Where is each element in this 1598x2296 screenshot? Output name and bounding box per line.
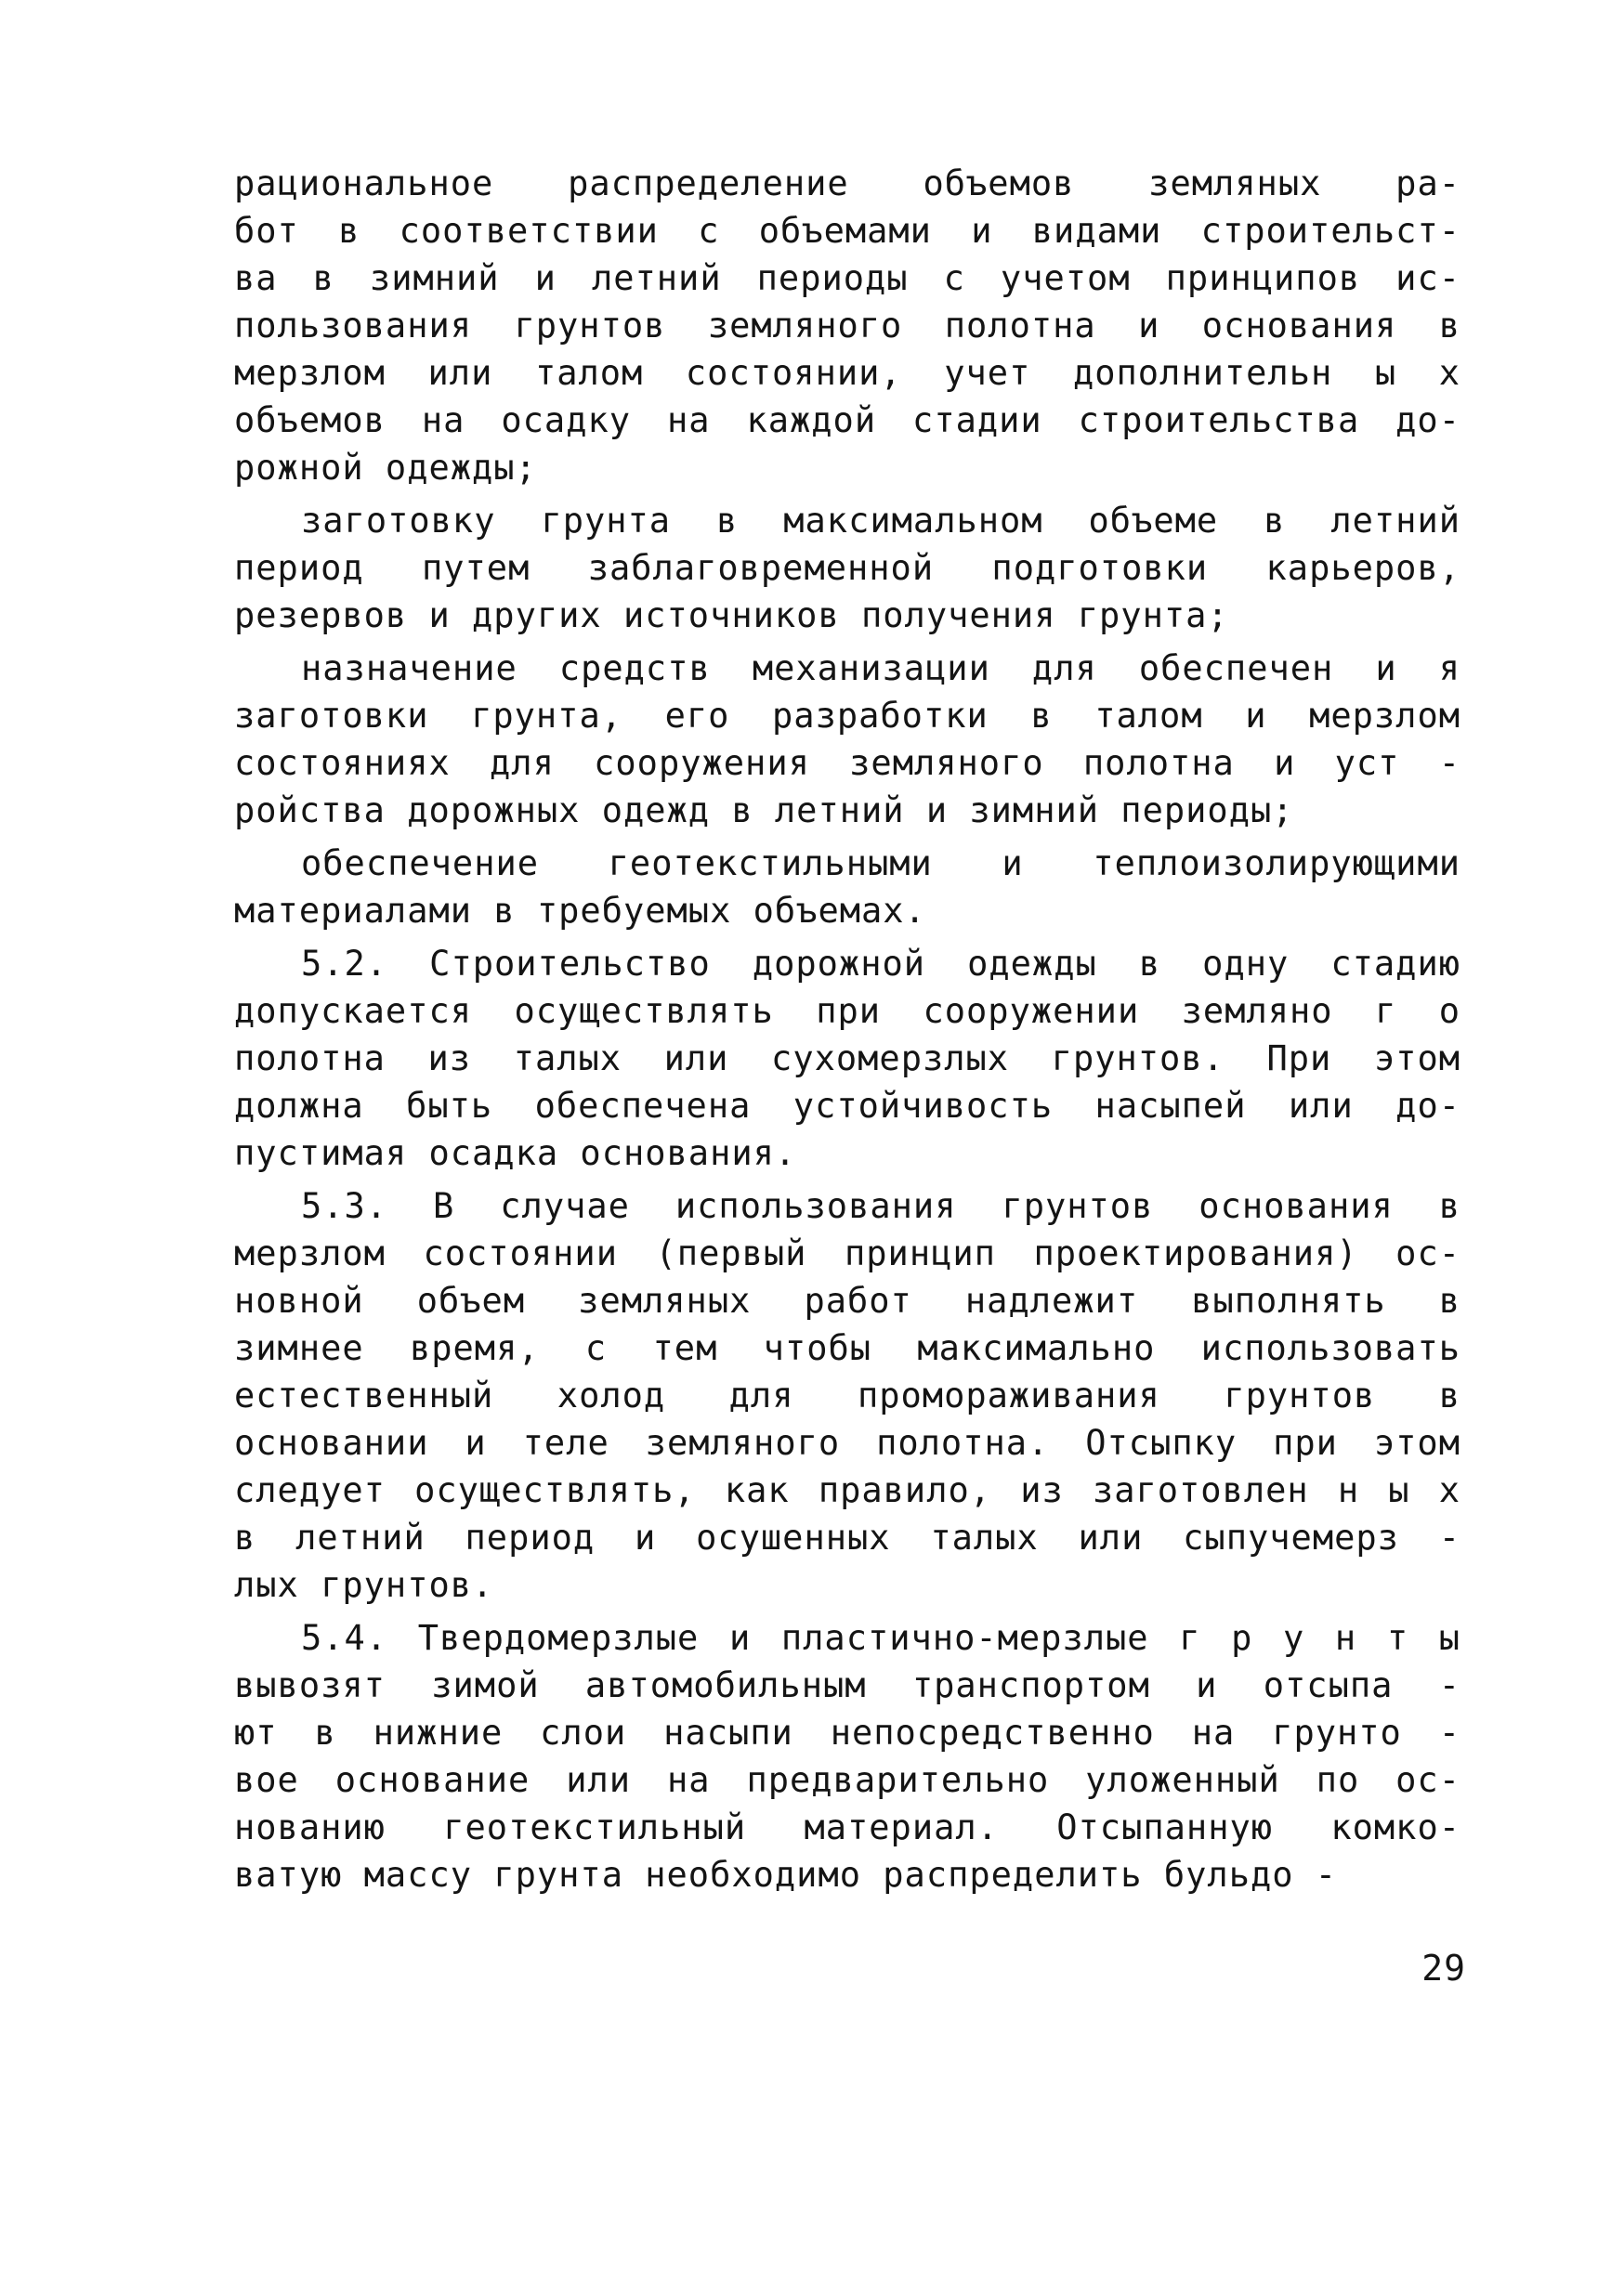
text-line: ройства дорожных одежд в летний и зимний периоды; [234, 790, 1294, 830]
text-line: назначение средств механизации для обеспечен и я [301, 648, 1460, 688]
text-line: лых грунтов. [234, 1565, 494, 1605]
text-line: резервов и других источников получения грунта; [234, 595, 1229, 635]
text-line: заготовки грунта, его разработки в талом и мерзлом [234, 696, 1460, 736]
text-line: полотна из талых или сухомерзлых грунтов. При этом [234, 1038, 1460, 1078]
paragraph [234, 1614, 1460, 1898]
text-line: 5.4. Твердомерзлые и пластично-мерзлые г р у н т ы [301, 1618, 1460, 1658]
text-line: естественный холод для промораживания грунтов в [234, 1376, 1460, 1415]
text-line: следует осуществлять, как правило, из заготовлен н ы х [234, 1470, 1460, 1510]
text-line: новной объем земляных работ надлежит выполнять в [234, 1281, 1460, 1321]
paragraph [234, 1182, 1460, 1609]
text-line: рациональное распределение объемов земляных ра- [234, 163, 1460, 203]
text-line: ватую массу грунта необходимо распределить бульдо - [234, 1855, 1338, 1895]
body-text [234, 160, 1460, 1904]
paragraph [234, 645, 1460, 834]
paragraph [234, 840, 1460, 934]
text-line: в летний период и осушенных талых или сыпучемерз - [234, 1518, 1460, 1558]
text-line: ва в зимний и летний периоды с учетом принципов ис- [234, 258, 1460, 298]
text-line: мерзлом состоянии (первый принцип проектирования) ос- [234, 1233, 1460, 1273]
text-line: вое основание или на предварительно уложенный по ос- [234, 1760, 1460, 1800]
text-line: объемов на осадку на каждой стадии строительства до- [234, 400, 1460, 440]
text-line: допускается осуществлять при сооружении земляно г о [234, 991, 1460, 1031]
page-number: 29 [1421, 1948, 1466, 1989]
text-line: 5.2. Строительство дорожной одежды в одну стадию [301, 944, 1460, 984]
paragraph [234, 160, 1460, 491]
text-line: пользования грунтов земляного полотна и основания в [234, 306, 1460, 346]
text-line: бот в соответствии с объемами и видами строительст- [234, 211, 1460, 251]
paragraph [234, 497, 1460, 639]
paragraph [234, 940, 1460, 1177]
text-line: период путем заблаговременной подготовки карьеров, [234, 548, 1460, 588]
text-line: должна быть обеспечена устойчивость насыпей или до- [234, 1086, 1460, 1126]
text-line: обеспечение геотекстильными и теплоизолирующими [301, 843, 1460, 883]
text-line: ют в нижние слои насыпи непосредственно на грунто - [234, 1713, 1460, 1753]
text-line: заготовку грунта в максимальном объеме в летний [301, 501, 1460, 541]
text-line: основании и теле земляного полотна. Отсыпку при этом [234, 1423, 1460, 1463]
text-line: 5.3. В случае использования грунтов основания в [301, 1186, 1460, 1226]
text-line: нованию геотекстильный материал. Отсыпанную комко- [234, 1807, 1460, 1847]
text-line: вывозят зимой автомобильным транспортом и отсыпа - [234, 1665, 1460, 1705]
text-line: мерзлом или талом состоянии, учет дополнительн ы х [234, 353, 1460, 393]
text-line: зимнее время, с тем чтобы максимально использовать [234, 1328, 1460, 1368]
text-line: пустимая осадка основания. [234, 1133, 797, 1173]
text-line: рожной одежды; [234, 448, 537, 488]
text-line: состояниях для сооружения земляного полотна и уст - [234, 743, 1460, 783]
text-line: материалами в требуемых объемах. [234, 891, 926, 931]
